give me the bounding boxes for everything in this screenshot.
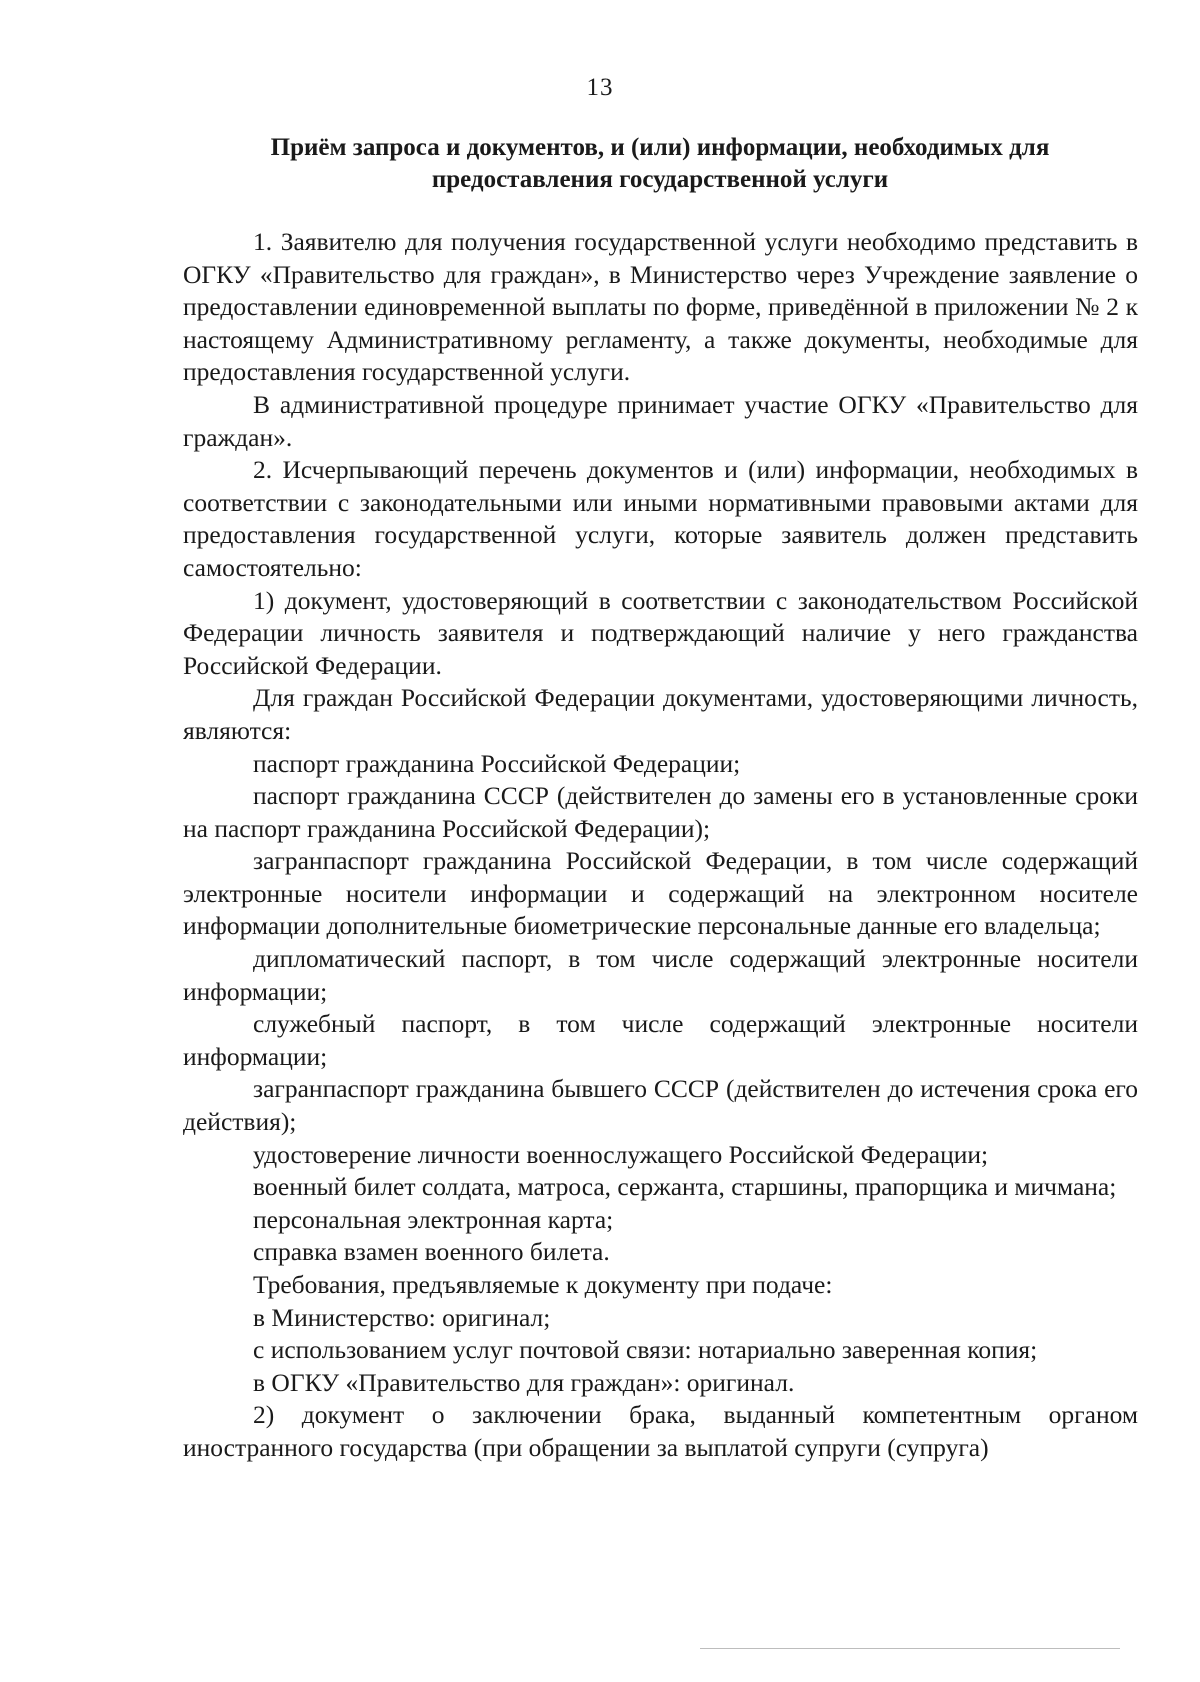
paragraph-4: 1) документ, удостоверяющий в соответствии с законодательством Российской Федерации личность заявителя и подтверждающий наличие у него гражданства Российской Федерации. — [183, 585, 1138, 680]
list-item-passport-ussr: паспорт гражданина СССР (действителен до замены его в установленные сроки на паспорт гражданина Российской Федерации); — [183, 781, 1138, 843]
requirements-heading: Требования, предъявляемые к документу при подаче: — [253, 1270, 833, 1299]
list-item-personal-card: персональная электронная карта; — [253, 1204, 614, 1234]
list-item-foreign-passport-ussr: загранпаспорт гражданина бывшего СССР (действителен до истечения срока его действия); — [183, 1074, 1138, 1137]
heading-line-2: предоставления государственной услуги — [431, 166, 889, 193]
list-item-passport-rf: паспорт гражданина Российской Федерации; — [253, 748, 741, 778]
heading-line-1: Приём запроса и документов, и (или) информации, необходимых для — [270, 134, 1050, 161]
paragraph-3: 2. Исчерпывающий перечень документов и (или) информации, необходимых в соответствии с законодательными или иными нормативными правовыми актами для предоставления государственной услуги, которые заявитель должен представить самостоятельно: — [183, 455, 1138, 582]
requirement-post: с использованием услуг почтовой связи: нотариально заверенная копия; — [253, 1335, 1038, 1365]
list-item-foreign-passport: загранпаспорт гражданина Российской Федерации, в том числе содержащий электронные носители информации и содержащий на электронном носителе информации дополнительные биометрические персональные данные его владельца; — [183, 846, 1138, 941]
paragraph-5: Для граждан Российской Федерации документами, удостоверяющими личность, являются: — [183, 683, 1138, 745]
document-body — [183, 226, 1138, 1465]
requirement-ministry: в Министерство: оригинал; — [253, 1302, 551, 1332]
paragraph-marriage-document: 2) документ о заключении брака, выданный компетентным органом иностранного государства (при обращении за выплатой супруги (супруга) — [183, 1400, 1138, 1462]
list-item-certificate: справка взамен военного билета. — [253, 1237, 610, 1267]
paragraph-2: В административной процедуре принимает участие ОГКУ «Правительство для граждан». — [183, 389, 1138, 452]
list-item-service-passport: служебный паспорт, в том числе содержащий электронные носители информации; — [183, 1009, 1138, 1071]
list-item-military-ticket: военный билет солдата, матроса, сержанта, старшины, прапорщика и мичмана; — [253, 1172, 1117, 1202]
footer-divider — [700, 1648, 1120, 1649]
list-item-diplomatic-passport: дипломатический паспорт, в том числе содержащий электронные носители информации; — [183, 944, 1138, 1006]
list-item-military-id: удостоверение личности военнослужащего Российской Федерации; — [253, 1139, 989, 1169]
section-heading — [180, 132, 1140, 196]
paragraph-1: 1. Заявителю для получения государственной услуги необходимо представить в ОГКУ «Правительство для граждан», в Министерство через Учреждение заявление о предоставлении единовременной выплаты по форме, приведённой в приложении № 2 к настоящему Административному регламенту, а также документы, необходимые для предоставления государственной услуги. — [183, 227, 1138, 387]
requirement-ogku: в ОГКУ «Правительство для граждан»: оригинал. — [253, 1367, 795, 1397]
page-number: 13 — [586, 74, 614, 101]
